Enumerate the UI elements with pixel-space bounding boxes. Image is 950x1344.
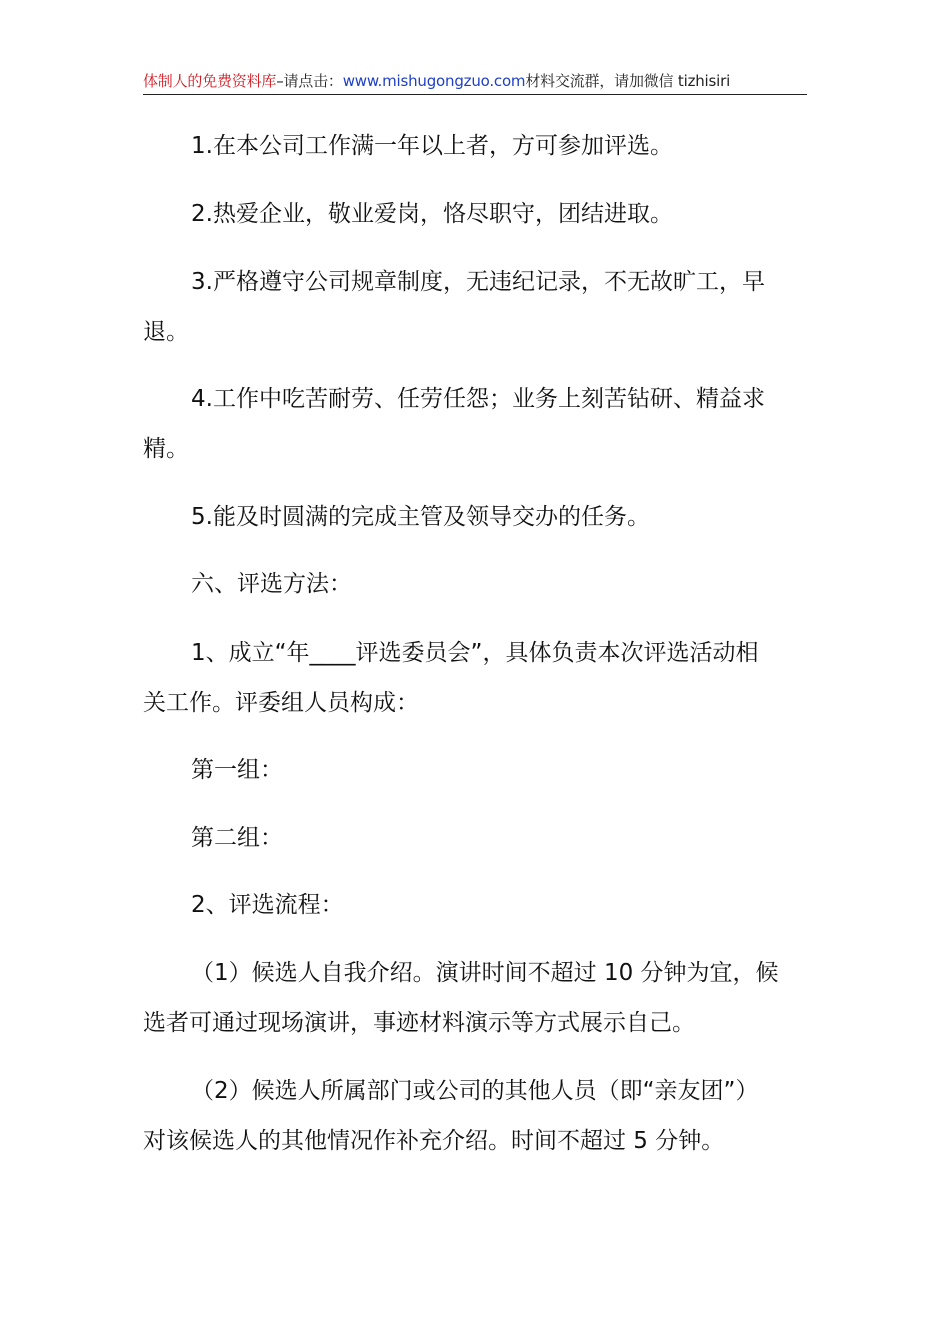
header-suffix: 材料交流群，请加微信 tizhisiri <box>525 72 731 90</box>
paragraph-criterion-5 <box>143 492 807 542</box>
paragraph-line: 六、评选方法： <box>191 571 352 597</box>
paragraph-line: 1.在本公司工作满一年以上者，方可参加评选。 <box>191 133 673 159</box>
header-brand: 体制人的免费资料库 <box>143 72 277 90</box>
header-prompt: –请点击： <box>276 72 343 90</box>
paragraph-line: （2）候选人所属部门或公司的其他人员（即“亲友团”） <box>191 1078 759 1104</box>
paragraph-criterion-1 <box>143 121 807 171</box>
paragraph-criterion-4 <box>143 374 807 474</box>
paragraph-criterion-2 <box>143 189 807 239</box>
paragraph-criterion-3 <box>143 257 807 357</box>
paragraph-line: 3.严格遵守公司规章制度，无违纪记录，不无故旷工，早 <box>191 269 765 295</box>
paragraph-line: 2、评选流程： <box>191 892 344 918</box>
paragraph-line: 精。 <box>143 436 189 462</box>
section-heading-selection-method <box>143 559 807 609</box>
paragraph-line: 退。 <box>143 319 189 345</box>
paragraph-line: （1）候选人自我介绍。演讲时间不超过 10 分钟为宜，候 <box>191 960 779 986</box>
paragraph-group-2 <box>143 813 807 863</box>
paragraph-line: 选者可通过现场演讲，事迹材料演示等方式展示自己。 <box>143 1010 695 1036</box>
paragraph-selection-process <box>143 880 807 930</box>
paragraph-process-step-2 <box>143 1066 807 1166</box>
header-url-link[interactable]: www.mishugongzuo.com <box>342 72 526 90</box>
paragraph-line: 第二组： <box>191 825 283 851</box>
paragraph-line: 5.能及时圆满的完成主管及领导交办的任务。 <box>191 504 650 530</box>
paragraph-line: 1、成立“年____评选委员会”，具体负责本次评选活动相 <box>191 640 759 666</box>
paragraph-line: 第一组： <box>191 757 283 783</box>
paragraph-committee <box>143 628 807 728</box>
page-header-banner <box>143 68 807 95</box>
paragraph-group-1 <box>143 745 807 795</box>
paragraph-line: 对该候选人的其他情况作补充介绍。时间不超过 5 分钟。 <box>143 1128 725 1154</box>
paragraph-line: 2.热爱企业，敬业爱岗，恪尽职守，团结进取。 <box>191 201 673 227</box>
paragraph-line: 关工作。评委组人员构成： <box>143 690 419 716</box>
paragraph-line: 4.工作中吃苦耐劳、任劳任怨；业务上刻苦钻研、精益求 <box>191 386 765 412</box>
paragraph-process-step-1 <box>143 948 807 1048</box>
